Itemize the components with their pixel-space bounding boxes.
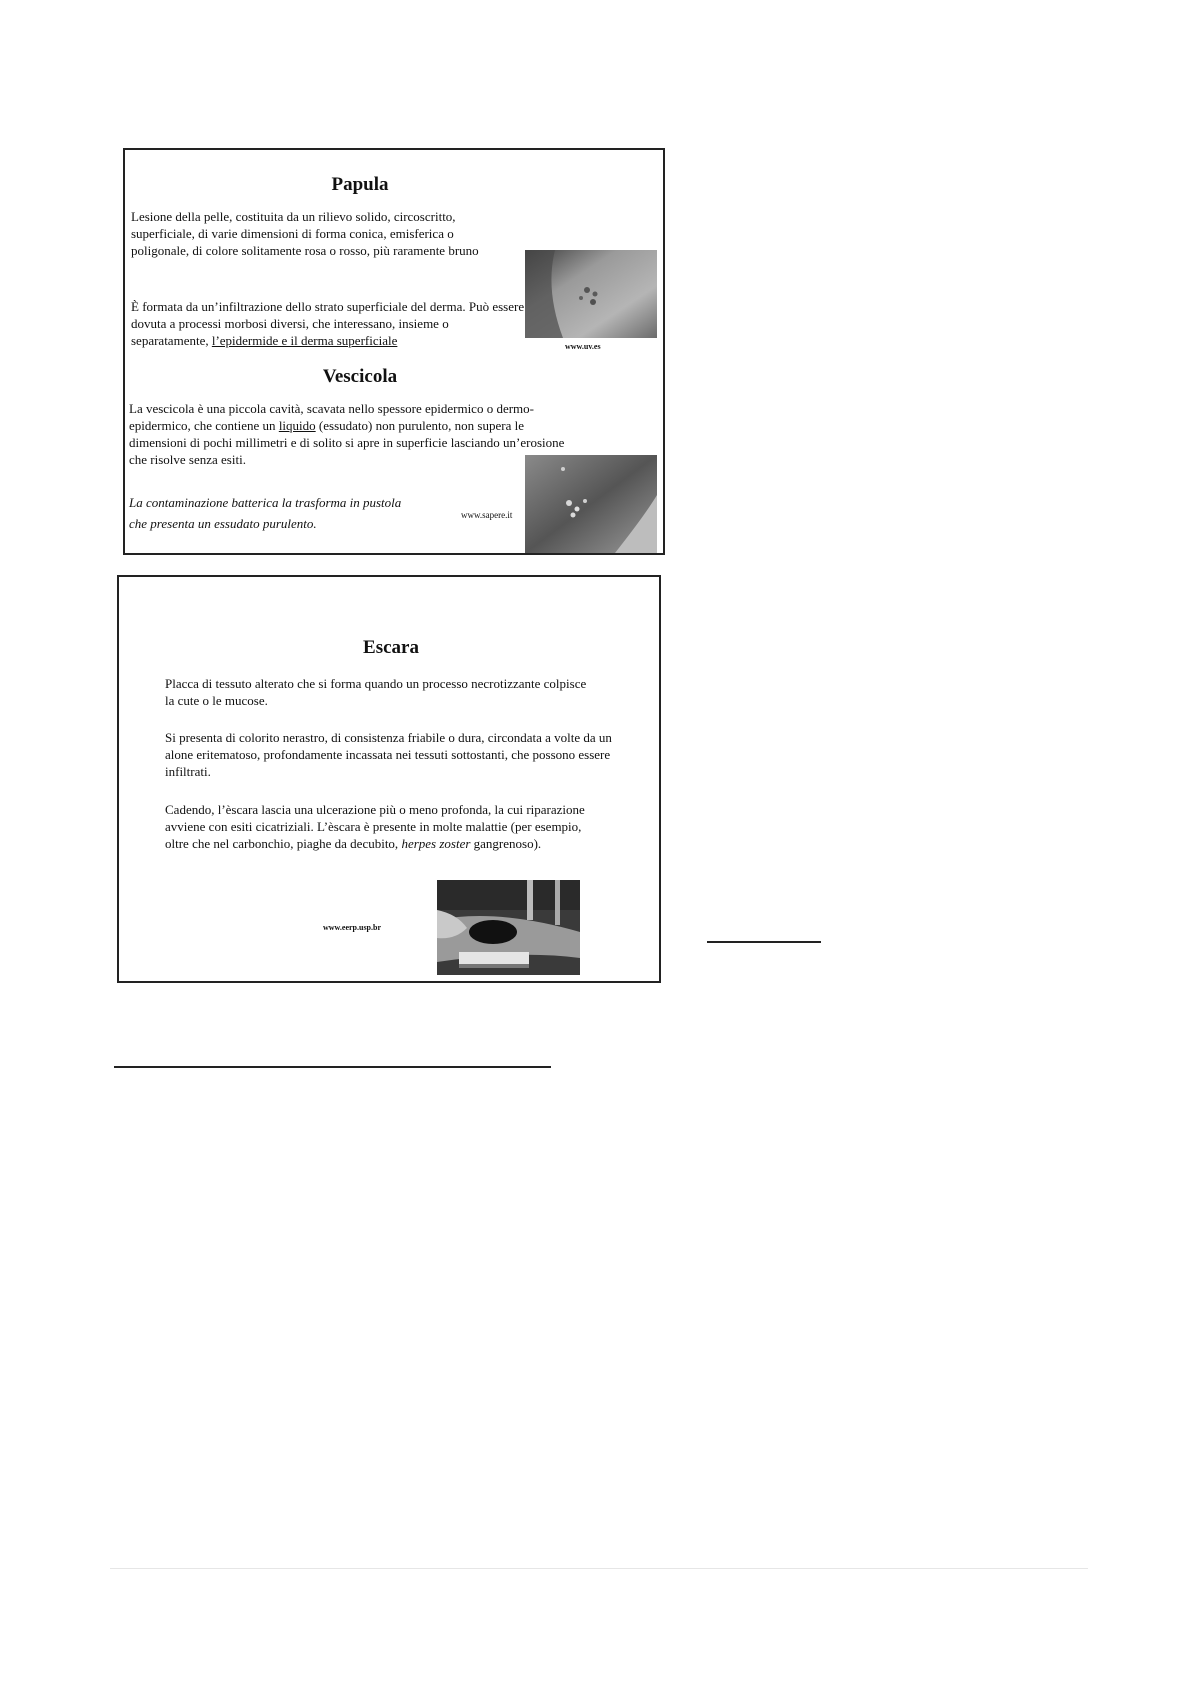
escara-photo <box>437 880 580 975</box>
papula-paragraph-2 <box>131 298 529 349</box>
slide-papula-vescicola <box>123 148 665 555</box>
papula-underlined-text: l’epidermide e il derma superficiale <box>211 333 398 348</box>
escara-paragraph-2: Si presenta di colorito nerastro, di consistenza friabile o dura, circondata a volte da un alone eritematoso, profondamente incassata nei tessuti sottostanti, che possono essere infiltrati. <box>165 730 612 779</box>
long-underline-rule <box>114 1066 551 1068</box>
escara-paragraph-3-start: Cadendo, l’èscara lascia una ulcerazione più o meno profonda, la cui riparazione avviene con esiti cicatriziali. L’èscara è presente in molte malattie (per esempio, oltre che nel carbonchio, piaghe da decubito, <box>165 802 585 851</box>
short-underline-rule <box>707 941 821 943</box>
vescicola-source: www.sapere.it <box>461 510 513 520</box>
escara-title: Escara <box>363 637 419 658</box>
papula-paragraph-2-text: È formata da un’infiltrazione dello strato superficiale del derma. Può essere dovuta a processi morbosi diversi, che interessano, insieme o separatamente, <box>131 299 525 348</box>
papula-source: www.uv.es <box>565 342 601 351</box>
papula-photo <box>525 250 657 338</box>
escara-paragraph-3-end: gangrenoso). <box>470 836 542 851</box>
vescicola-underlined-text: liquido <box>278 418 316 433</box>
page-footer-divider <box>110 1568 1088 1569</box>
vescicola-photo <box>525 455 657 553</box>
papula-title: Papula <box>331 174 389 195</box>
papula-paragraph-1: Lesione della pelle, costituita da un rilievo solido, circoscritto, superficiale, di varie dimensioni di forma conica, emisferica o poligonale, di colore solitamente rosa o rosso, più raramente bruno <box>131 209 479 258</box>
vescicola-italic-note: La contaminazione batterica la trasforma in pustola che presenta un essudato purulento. <box>129 495 402 531</box>
escara-paragraph-3 <box>165 801 595 852</box>
vescicola-title: Vescicola <box>322 366 398 387</box>
vescicola-paragraph-1-end: (essudato) non purulento, non supera le dimensioni di pochi millimetri e di solito si apre in superficie lasciando un’erosione che risolve senza esiti. <box>129 418 565 467</box>
vescicola-paragraph-1 <box>129 400 569 468</box>
escara-source: www.eerp.usp.br <box>323 923 382 932</box>
vescicola-paragraph-1-start: La vescicola è una piccola cavità, scavata nello spessore epidermico o dermo-epidermico, che contiene un <box>129 401 534 433</box>
slide-escara <box>117 575 661 983</box>
escara-paragraph-1: Placca di tessuto alterato che si forma quando un processo necrotizzante colpisce la cute o le mucose. <box>165 676 587 708</box>
escara-italic-text: herpes zoster <box>401 836 471 851</box>
